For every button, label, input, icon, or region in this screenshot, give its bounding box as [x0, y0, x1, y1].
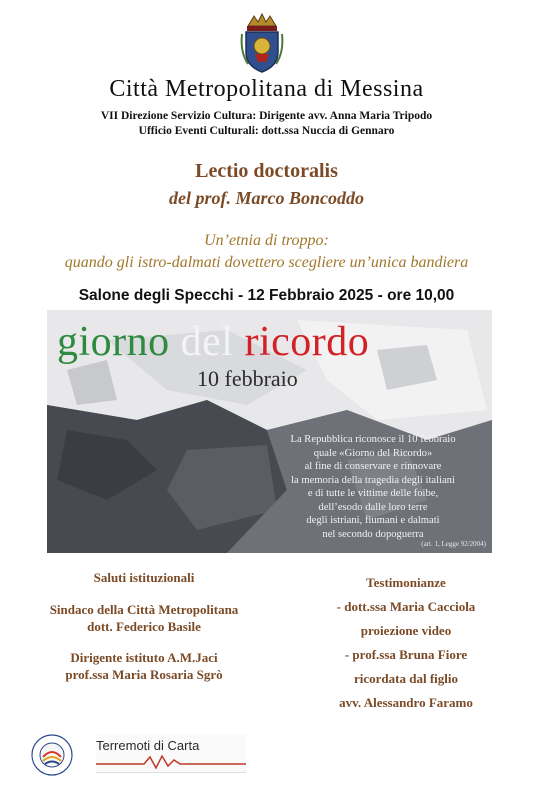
program-right-line-3: - prof.ssa Bruna Fiore [344, 647, 468, 662]
program-left-line-2: dott. Federico Basile [87, 619, 201, 634]
giorno-del-ricordo-poster [47, 310, 492, 553]
poster-title [57, 318, 369, 366]
coat-of-arms-icon [238, 12, 286, 74]
law-reference: (art. 1, Legge 92/2004) [421, 540, 486, 548]
poster-title-word-2: del [180, 319, 234, 365]
event-subtitle-line-2: quando gli istro-dalmati dovettero scegliere un’unica bandiera [64, 254, 469, 271]
program-right-line-5: avv. Alessandro Faramo [339, 695, 473, 710]
quote-line: e di tutte le vittime delle foibe, [307, 488, 439, 499]
poster-date: 10 febbraio [197, 366, 298, 391]
program-right-line-1: - dott.ssa Maria Cacciola [336, 599, 476, 614]
school-logo-icon [30, 733, 74, 777]
program-left-heading: Saluti istituzionali [93, 570, 195, 585]
event-speaker: del prof. Marco Boncoddo [169, 188, 364, 208]
quote-line: quale «Giorno del Ricordo» [313, 447, 433, 459]
venue-date: Salone degli Specchi - 12 Febbraio 2025 - ore 10,00 [78, 287, 455, 304]
program-left-line-4: prof.ssa Maria Rosaria Sgrò [65, 667, 223, 682]
quote-line: La Repubblica riconosce il 10 febbraio [290, 434, 456, 445]
program-right [300, 575, 512, 715]
program-right-line-2: proiezione video [360, 623, 452, 638]
program-left [24, 570, 264, 690]
quote-line: dell’esodo dalle loro terre [318, 501, 428, 513]
terremoti-di-carta-text: Terremoti di Carta [96, 738, 200, 753]
quote-line: la memoria della tragedia degli italiani [291, 474, 455, 486]
event-subtitle-line-1: Un’etnia di troppo: [204, 232, 329, 249]
program-right-line-4: ricordata dal figlio [354, 671, 458, 686]
organization-title: Città Metropolitana di Messina [109, 76, 424, 102]
program-left-line-3: Dirigente istituto A.M.Jaci [70, 650, 218, 665]
poster-quote [268, 433, 478, 541]
event-title: Lectio doctoralis [195, 160, 338, 182]
quote-line: nel secondo dopoguerra [322, 528, 424, 540]
quote-line: al fine di conservare e rinnovare [304, 461, 442, 472]
program-left-line-1: Sindaco della Città Metropolitana [49, 602, 239, 617]
terremoti-di-carta-logo [96, 734, 246, 773]
poster-title-word-3: ricordo [244, 319, 370, 365]
quote-line: degli istriani, fiumani e dalmati [306, 515, 440, 526]
direction-line-1: VII Direzione Servizio Cultura: Dirigente avv. Anna Maria Tripodo [100, 110, 433, 122]
seismograph-line-icon [96, 754, 246, 770]
direction-line-2: Ufficio Eventi Culturali: dott.ssa Nuccia di Gennaro [138, 125, 395, 137]
poster-title-word-1: giorno [57, 319, 170, 365]
program-right-heading: Testimonianze [366, 575, 446, 590]
